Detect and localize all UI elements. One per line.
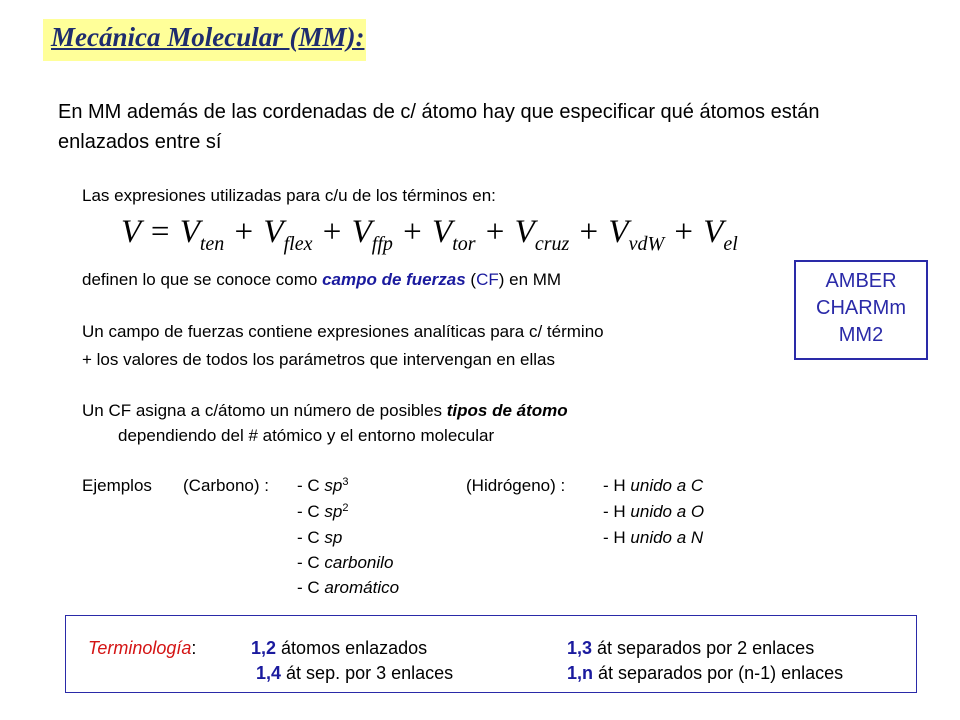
formula-term-cruz: $V_{cruz}$ bbox=[514, 214, 570, 255]
formula-term-flex: $V_{flex}$ bbox=[263, 214, 313, 255]
hydrogen-type: - H unido a O bbox=[603, 502, 705, 521]
carbon-label: (Carbono) : bbox=[183, 476, 269, 495]
cf-line-1: Un campo de fuerzas contiene expresiones analíticas para c/ término bbox=[82, 322, 604, 341]
force-field-list bbox=[794, 260, 928, 360]
formula-equals: = bbox=[150, 214, 170, 250]
definition-line: definen lo que se conoce como campo de fuerzas (CF) en MM bbox=[82, 270, 562, 289]
hydrogen-label: (Hidrógeno) : bbox=[466, 476, 566, 495]
cf-abbr: CF bbox=[476, 270, 499, 289]
examples-label: Ejemplos bbox=[82, 476, 152, 495]
carbon-type: - C $sp^2$ bbox=[297, 502, 349, 521]
expressions-line: Las expresiones utilizadas para c/u de los términos en: bbox=[82, 186, 496, 205]
cf-line-2: + los valores de todos los parámetros que intervengan en ellas bbox=[82, 350, 555, 369]
carbon-type: - C sp bbox=[297, 528, 343, 547]
formula-term-vdw: $V_{vdW}$ bbox=[608, 214, 665, 255]
formula-lhs: V bbox=[121, 214, 141, 250]
formula-term-ten: $V_{ten}$ bbox=[179, 214, 225, 255]
terminology-item: 1,3 át separados por 2 enlaces bbox=[567, 638, 815, 658]
force-field-item: AMBER bbox=[825, 270, 897, 292]
assign-line-2: dependiendo del # atómico y el entorno molecular bbox=[118, 426, 495, 445]
terminology-item: 1,2 átomos enlazados bbox=[251, 638, 428, 658]
hydrogen-type: - H unido a N bbox=[603, 528, 704, 547]
force-field-item: CHARMm bbox=[816, 297, 906, 319]
carbon-type: - C $sp^3$ bbox=[297, 476, 349, 495]
formula-term-tor: $V_{tor}$ bbox=[432, 214, 476, 255]
terminology-item: 1,n át separados por (n-1) enlaces bbox=[567, 663, 844, 683]
force-field-item: MM2 bbox=[838, 324, 884, 346]
terminology-item: 1,4 át sep. por 3 enlaces bbox=[256, 663, 454, 683]
formula-term-ffp: $V_{ffp}$ bbox=[351, 214, 393, 255]
force-field-term: campo de fuerzas bbox=[322, 270, 466, 289]
intro-paragraph: En MM además de las cordenadas de c/ átomo hay que especificar qué átomos están enlazados entre sí bbox=[58, 101, 820, 153]
terminology-label: Terminología: bbox=[88, 638, 197, 658]
assign-line-1: Un CF asigna a c/átomo un número de posibles tipos de átomo bbox=[82, 401, 568, 420]
page-title: Mecánica Molecular (MM): bbox=[51, 22, 365, 52]
formula-term-el: $V_{el}$ bbox=[703, 214, 738, 255]
hydrogen-type: - H unido a C bbox=[603, 476, 704, 495]
energy-formula: $V = V_{ten} + V_{flex} + V_{ffp} + V_{tor} + V_{cruz} + V_{vdW} + V_{el}$ bbox=[121, 214, 738, 255]
carbon-type: - C aromático bbox=[297, 578, 400, 597]
carbon-type: - C carbonilo bbox=[297, 553, 394, 572]
